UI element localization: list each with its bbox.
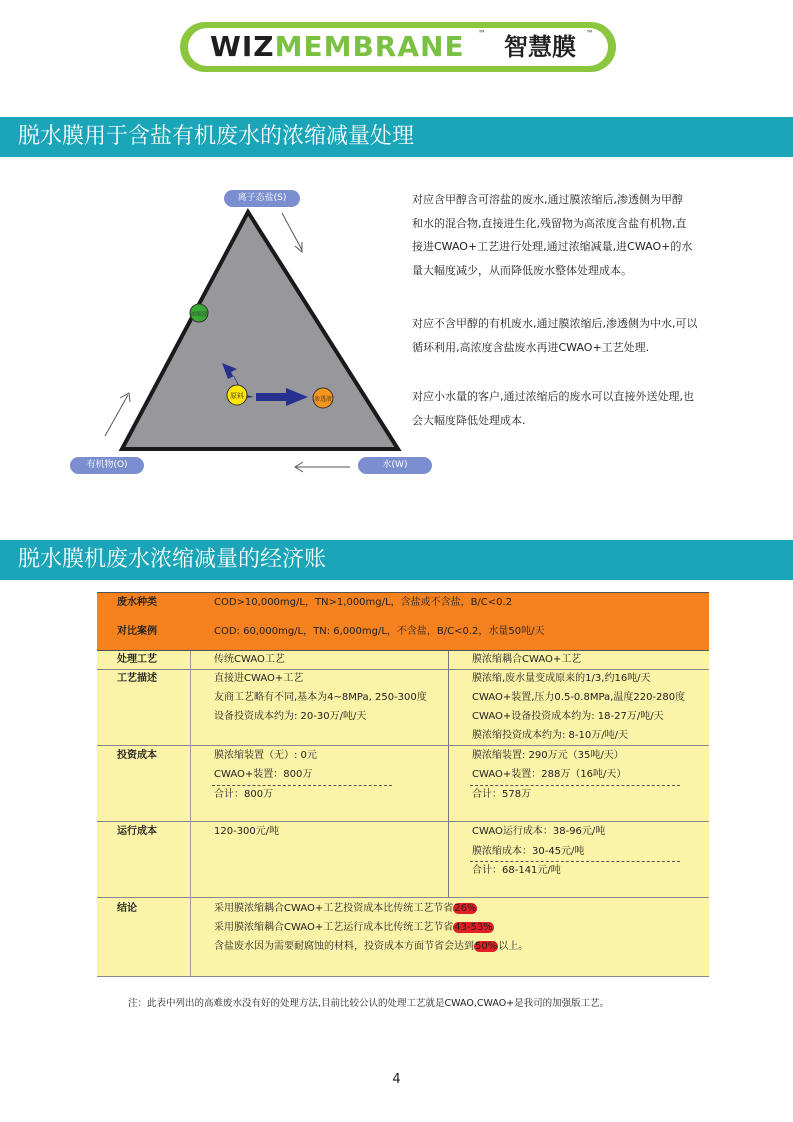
logo-chinese-name: 智慧膜 (504, 33, 576, 61)
table-footnote: 注：此表中列出的高难废水没有好的处理方法,目前比较公认的处理工艺就是CWAO,CWAO+是我司的加强版工艺。 (128, 998, 610, 1009)
table-row: 投资成本 膜浓缩装置（无）: 0元 CWAO+装置：800万 合计：800万 膜浓缩装置: 290万元（35吨/天） CWAO+装置：288万（16吨/天） 合计：578万 (97, 746, 709, 822)
section-title-concentration: 脱水膜用于含盐有机废水的浓缩减量处理 (0, 117, 793, 157)
table-row: 处理工艺 传统CWAO工艺 膜浓缩耦合CWAO+工艺 (97, 651, 709, 670)
permeate-node-label: 渗透液 (313, 396, 333, 403)
brand-logo: WIZMEMBRANE ™ 智慧膜 ™ (180, 22, 616, 72)
feed-node-label: 原料 (230, 392, 244, 400)
triangle-graphic (60, 180, 450, 480)
conclusion-line-2: 采用膜浓缩耦合CWAO+工艺运行成本比传统工艺节省43-53% (214, 922, 493, 933)
page-number: 4 (392, 1072, 401, 1087)
conclusion-line-1: 采用膜浓缩耦合CWAO+工艺投资成本比传统工艺节省26% (214, 903, 477, 914)
cost-comparison-table (97, 592, 709, 976)
paragraph-no-methanol: 对应不含甲醇的有机废水,通过膜浓缩后,渗透侧为中水,可以 循环利用,高浓度含盐废水再进CWAO+工艺处理. (412, 317, 698, 354)
table-row: 对比案例 COD: 60,000mg/L，TN: 6,000mg/L，不含盐，B/C<0.2，水量50吨/天 (97, 613, 709, 651)
conclusion-line-3: 含盐废水因为需要耐腐蚀的材料，投资成本方面节省会达到50%以上。 (214, 941, 529, 952)
table-row: 废水种类 COD>10,000mg/L，TN>1,000mg/L，含盐或不含盐，B/C<0.2 (97, 592, 709, 614)
logo-wordmark: WIZMEMBRANE (210, 30, 465, 63)
triangle-shape (122, 212, 398, 449)
table-row: 运行成本 120-300元/吨 CWAO运行成本：38-96元/吨 膜浓缩成本：30-45元/吨 合计：68-141元/吨 (97, 822, 709, 898)
column-divider (448, 651, 449, 897)
section-title-economics: 脱水膜机废水浓缩减量的经济账 (0, 540, 793, 580)
vertex-label-water: 水(W) (358, 457, 432, 474)
table-row: 工艺描述 直接进CWAO+工艺 友商工艺略有不同,基本为4~8MPa, 250-300度 设备投资成本约为: 20-30万/吨/天 膜浓缩,废水量变成原来的1/3,约16吨/天 CWAO+装置,压力0.5-0.8MPa,温度220-280度 CWAO+设备投资成本约为: 18-27万/吨/天 膜浓缩投资成本约为: 8-10万/吨/天 (97, 670, 709, 746)
paragraph-small-volume: 对应小水量的客户,通过浓缩后的废水可以直接外送处理,也 会大幅度降低处理成本. (412, 390, 694, 427)
paragraph-methanol: 对应含甲醇含可溶盐的废水,通过膜浓缩后,渗透侧为甲醇 和水的混合物,直接进生化,残留物为高浓度含盐有机物,直 接进CWAO+工艺进行处理,通过浓缩减量,进CWAO+的水 量大幅度减少，从而降低废水整体处理成本。 (412, 193, 693, 277)
vertex-label-salt: 离子态盐(S) (224, 190, 300, 207)
vertex-label-organic: 有机物(O) (70, 457, 144, 474)
ternary-diagram (60, 180, 450, 480)
table-row: 结论 采用膜浓缩耦合CWAO+工艺投资成本比传统工艺节省26% 采用膜浓缩耦合CWAO+工艺运行成本比传统工艺节省43-53% 含盐废水因为需要耐腐蚀的材料，投资成本方面节省会达到50%以上。 (97, 898, 709, 977)
concentrate-node-label: 浓缩液 (190, 312, 208, 318)
